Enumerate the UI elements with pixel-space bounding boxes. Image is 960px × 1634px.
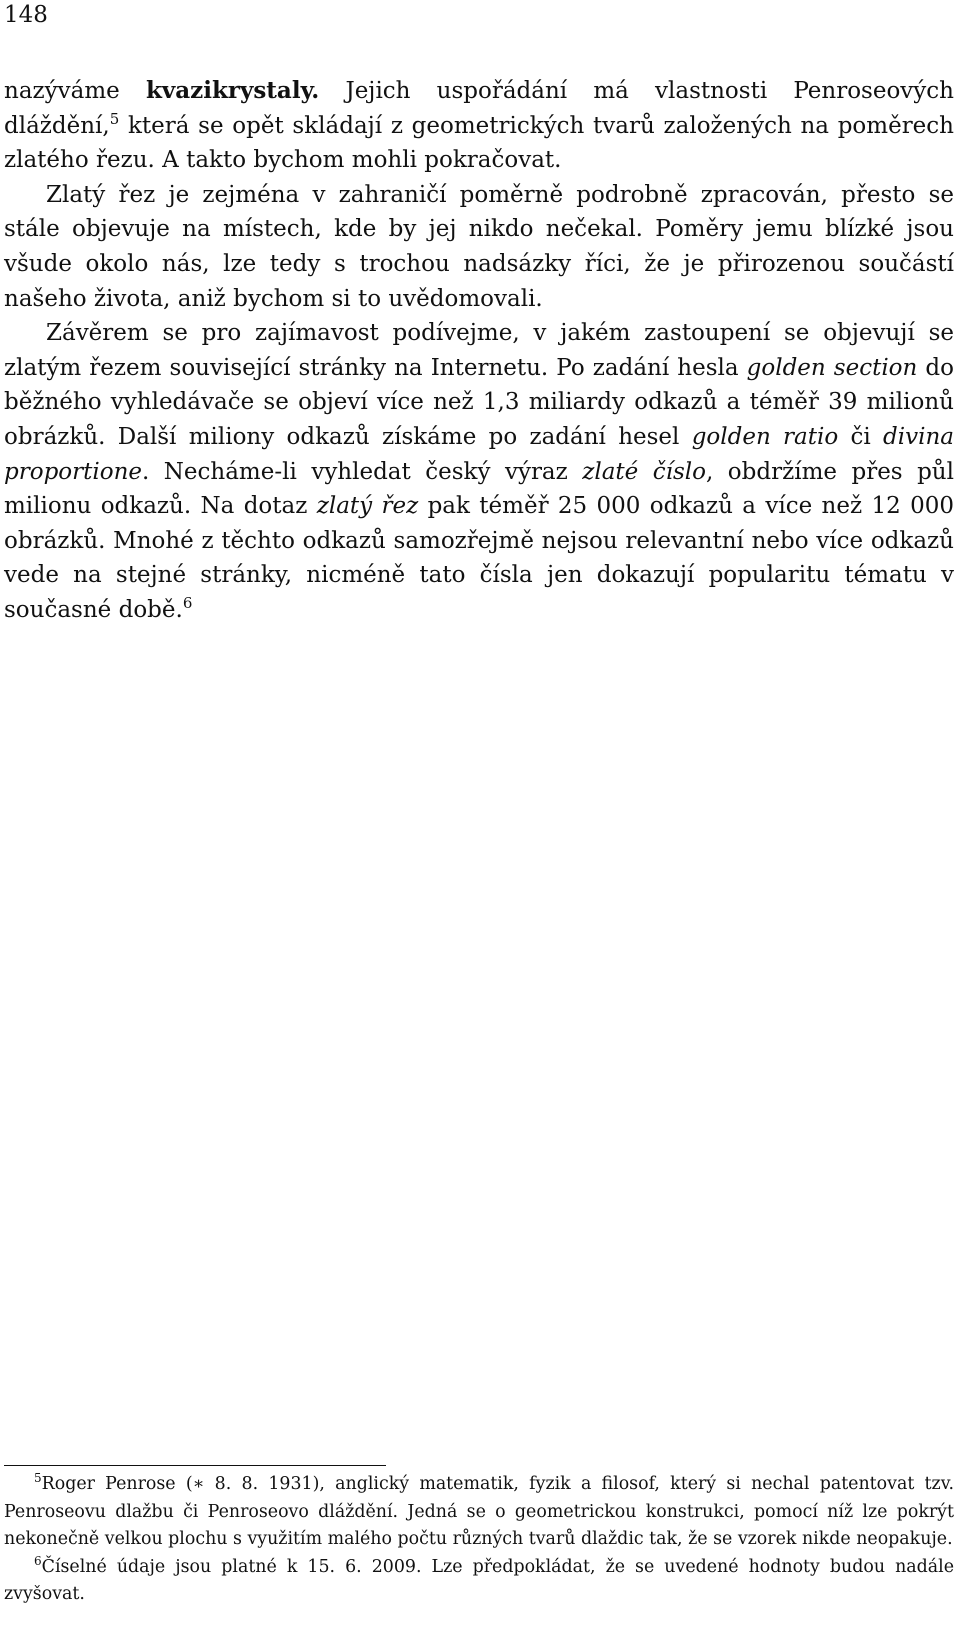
text-run: která se opět skládají z geometrických tvarů založených na poměrech zlatého řezu. A takto bychom mohli pokračovat. — [4, 112, 954, 174]
footnote-ref-6: 6 — [182, 593, 193, 612]
term-divina-proportione: divina proportione — [4, 423, 955, 485]
footnote-divider — [4, 1465, 386, 1466]
term-zlaty-rez: zlatý řez — [316, 493, 419, 520]
term-kvazikrystaly: kvazikrystaly. — [145, 77, 320, 104]
text-run: do běžného vyhledávače se objeví více než 1,3 miliardy odkazů a téměř 39 milionů obrázků. Další miliony odkazů získáme po zadání hesel — [4, 354, 954, 450]
footnote-mark: 6 — [34, 1553, 42, 1568]
text-run: nazýváme — [4, 78, 146, 104]
text-run: Závěrem se pro zajímavost podívejme, v jakém zastoupení se objevují se zlatým řezem související stránky na Internetu. Po zadání hesla — [4, 320, 954, 381]
footnote-5 — [4, 1471, 954, 1554]
text-run: Jejich uspořádání má vlastnosti Penroseových dláždění, — [4, 78, 954, 139]
footnote-text: Roger Penrose (∗ 8. 8. 1931), anglický matematik, fyzik a filosof, který si nechal patentovat tzv. Penroseovu dlažbu či Penroseovo dláždění. Jedná se o geometrickou konstrukci, pomocí níž lze pokrýt nekonečně velkou plochu s využitím malého počtu různých tvarů dlaždic tak, že se vzorek nikde neopakuje. — [4, 1474, 954, 1550]
term-golden-section: golden section — [746, 354, 918, 381]
paragraph-quasicrystals — [4, 74, 954, 178]
paragraph-internet-stats — [4, 316, 954, 627]
footnote-mark: 5 — [34, 1471, 42, 1485]
footnote-ref-5: 5 — [109, 109, 120, 128]
footnotes — [4, 1471, 954, 1609]
page-number: 148 — [4, 2, 48, 28]
paragraph-golden-ratio-everywhere: Zlatý řez je zejména v zahraničí poměrně podrobně zpracován, přesto se stále objevuje na místech, kde by jej nikdo nečekal. Poměry jemu blízké jsou všude okolo nás, lze tedy s trochou nadsázky říci, že je přirozenou součástí našeho života, aniž bychom si to uvědomovali. — [4, 181, 954, 312]
text-run: , obdržíme přes půl milionu odkazů. Na dotaz — [4, 458, 954, 520]
main-text — [4, 74, 954, 628]
term-golden-ratio: golden ratio — [691, 423, 839, 450]
text-run: či — [838, 423, 884, 450]
text-run: pak téměř 25 000 odkazů a více než 12 000 obrázků. Mnohé z těchto odkazů samozřejmě nejsou relevantní nebo více odkazů vede na stejné stránky, nicméně tato čísla jen dokazují popularitu tématu v současné době. — [4, 493, 954, 623]
footnote-6 — [4, 1554, 954, 1609]
term-zlate-cislo: zlaté číslo — [582, 458, 707, 485]
text-run: . Necháme-li vyhledat český výraz — [142, 458, 583, 485]
footnote-text: Číselné údaje jsou platné k 15. 6. 2009. Lze předpokládat, že se uvedené hodnoty budou nadále zvyšovat. — [4, 1556, 954, 1605]
